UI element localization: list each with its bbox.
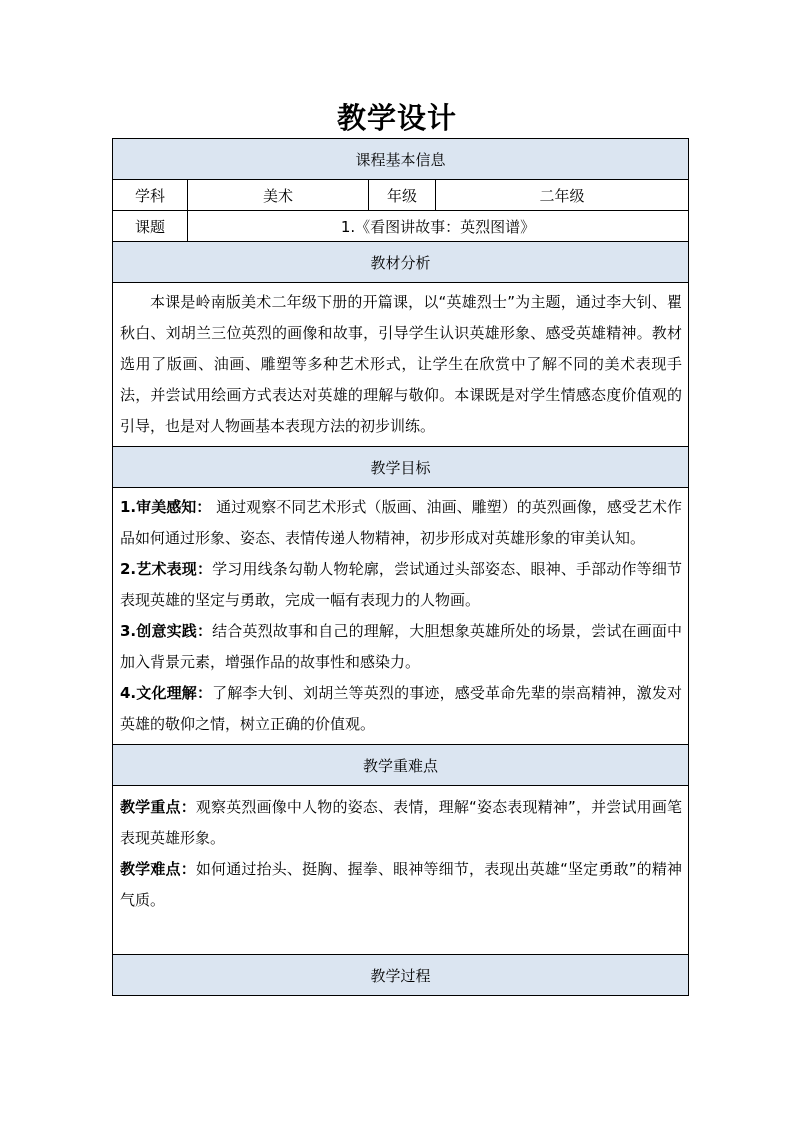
goal-item: [120, 492, 682, 554]
analysis-text: 本课是岭南版美术二年级下册的开篇课，以“英雄烈士”为主题，通过李大钊、瞿秋白、刘胡兰三位英烈的画像和故事，引导学生认识英雄形象、感受英雄精神。教材选用了版画、油画、雕塑等多种艺术形式，让学生在欣赏中了解不同的美术表现手法，并尝试用绘画方式表达对英雄的理解与敬仰。本课既是对学生情感态度价值观的引导，也是对人物画基本表现方法的初步训练。: [120, 293, 683, 435]
topic-label: 课题: [113, 211, 188, 242]
goals-section: [113, 488, 689, 745]
goal-text: 结合英烈故事和自己的理解，大胆想象英雄所处的场景，尝试在画面中加入背景元素，增强作品的故事性和感染力。: [120, 622, 683, 671]
topic-value: 1.《看图讲故事：英烈图谱》: [188, 211, 689, 242]
goal-lead: 4.文化理解：: [120, 684, 213, 702]
difficulty-text: 如何通过抬头、挺胸、握拳、眼神等细节，表现出英雄“坚定勇敢”的精神气质。: [120, 860, 683, 909]
difficulty-lead: 教学难点：: [120, 860, 196, 878]
focus-text: 观察英烈画像中人物的姿态、表情，理解“姿态表现精神”，并尝试用画笔表现英雄形象。: [120, 798, 683, 847]
subject-label: 学科: [113, 180, 188, 211]
goals-header: 教学目标: [113, 447, 689, 488]
goal-lead: 1.审美感知：: [120, 498, 212, 516]
key-points-header: 教学重难点: [113, 745, 689, 786]
grade-label: 年级: [369, 180, 436, 211]
goal-text: 了解李大钊、刘胡兰等英烈的事迹，感受革命先辈的崇高精神，激发对英雄的敬仰之情，树立正确的价值观。: [120, 684, 683, 733]
goal-text: 学习用线条勾勒人物轮廓，尝试通过头部姿态、眼神、手部动作等细节表现英雄的坚定与勇敢，完成一幅有表现力的人物画。: [120, 560, 683, 609]
analysis-header: 教材分析: [113, 242, 689, 283]
process-header: 教学过程: [113, 955, 689, 996]
key-points-section: [113, 786, 689, 955]
lesson-design-table: [112, 138, 689, 996]
goal-item: [120, 678, 682, 740]
focus-lead: 教学重点：: [120, 798, 196, 816]
goal-lead: 3.创意实践：: [120, 622, 213, 640]
subject-value: 美术: [188, 180, 369, 211]
teaching-difficulty: [120, 854, 682, 916]
teaching-focus: [120, 792, 682, 854]
goal-lead: 2.艺术表现：: [120, 560, 213, 578]
basic-info-header: 课程基本信息: [113, 139, 689, 180]
goal-item: [120, 616, 682, 678]
goal-text: 通过观察不同艺术形式（版画、油画、雕塑）的英烈画像，感受艺术作品如何通过形象、姿态、表情传递人物精神，初步形成对英雄形象的审美认知。: [120, 498, 683, 547]
grade-value: 二年级: [436, 180, 689, 211]
analysis-section: [113, 283, 689, 447]
goal-item: [120, 554, 682, 616]
document-title: 教学设计: [336, 101, 457, 135]
